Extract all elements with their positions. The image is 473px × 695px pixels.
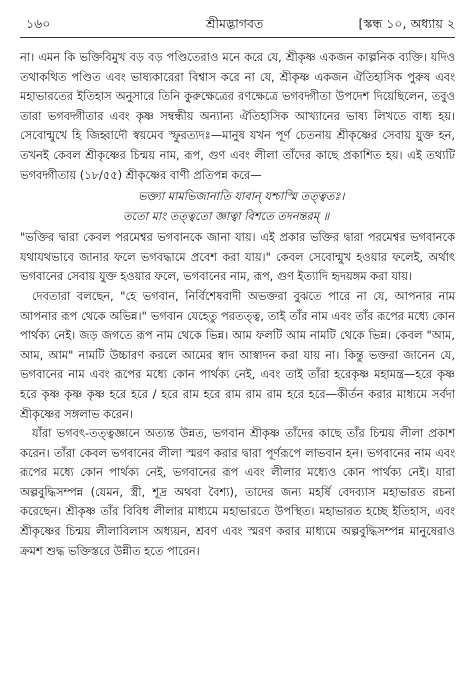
verse-line-1: ভক্ত্যা মামভিজানাতি যাবান্ যশ্চাস্মি তত্ত্বতঃ। <box>138 189 345 204</box>
book-page <box>20 14 455 558</box>
gita-verse <box>20 186 455 226</box>
paragraph-4: যাঁরা ভগবৎ-তত্ত্বজ্ঞানে অত্যন্ত উন্নত, ভগবান শ্রীকৃষ্ণ তাঁদের কাছে তাঁর চিন্ময় লীলা প্রকাশ করেন। তাঁরা কেবল ভগবানের লীলা স্মরণ করার দ্বারা পূর্ণরূপে লাভবান হন। ভগবানের নাম এবং রূপের মধ্যে কোন পার্থক্য নেই, ভগবানের রূপ এবং লীলার মধ্যেও কোন পার্থক্য নেই। যারা অল্পবুদ্ধিসম্পন্ন (যেমন, স্ত্রী, শূদ্র অথবা বৈশ্য), তাদের জন্য মহর্ষি বেদব্যাস মহাভারত রচনা করেছেন। শ্রীকৃষ্ণ তাঁর বিবিধ লীলার মাধ্যমে মহাভারতে উপস্থিত। মহাভারত হচ্ছে ইতিহাস, এবং শ্রীকৃষ্ণের চিন্ময় লীলাবিলাস অধ্যয়ন, শ্রবণ এবং স্মরণ করার মাধ্যমে অল্পবুদ্ধিসম্পন্ন মানুষেরাও ক্রমশ শুদ্ধ ভক্তিস্তরে উন্নীত হতে পারেন। <box>20 426 455 558</box>
paragraph-3: দেবতারা বলছেন, "হে ভগবান, নির্বিশেষবাদী অভক্তরা বুঝতে পারে না যে, আপনার নাম আপনার রূপ থেকে অভিন্ন।" ভগবান যেহেতু পরতত্ত্ব, তাই তাঁর নাম এবং তাঁর রূপের মধ্যে কোন পার্থক্য নেই। জড় জগতে রূপ নাম থেকে ভিন্ন। আম ফলটি আম নামটি থেকে ভিন্ন। কেবল "আম, আম, আম" নামটি উচ্চারণ করলে আমের স্বাদ আস্বাদন করা যায় না। কিন্তু ভক্তরা জানেন যে, ভগবানের নাম এবং রূপের মধ্যে কোন পার্থক্য নেই, এবং তাই তাঁরা হরেকৃষ্ণ মহামন্ত্র—হরে কৃষ্ণ হরে কৃষ্ণ কৃষ্ণ কৃষ্ণ হরে হরে / হরে রাম হরে রাম রাম রাম হরে হরে—কীর্তন করার মাধ্যমে সর্বদা শ্রীকৃষ্ণের সঙ্গলাভ করেন। <box>20 288 455 421</box>
header-rule <box>20 37 455 38</box>
page-number: ১৬০ <box>26 16 51 31</box>
book-title: শ্রীমদ্ভাগবত <box>206 16 264 31</box>
paragraph-2: "ভক্তির দ্বারা কেবল পরমেশ্বর ভগবানকে জানা যায়। এই প্রকার ভক্তির দ্বারা পরমেশ্বর ভগবানকে যথাযথভাবে জানার ফলে ভগবদ্ধামে প্রবেশ করা যায়।" কেবল সেবোন্মুখ হওয়ার ফলেই, অর্থাৎ ভগবানের সেবায় যুক্ত হওয়ার ফলে, ভগবানের নাম, রূপ, গুণ ইত্যাদি হৃদয়ঙ্গম করা যায়। <box>20 230 455 284</box>
verse-line-2: ততো মাং তত্ত্বতো জ্ঞাত্বা বিশতে তদনন্তরম্ ॥ <box>123 209 330 224</box>
page-header <box>20 14 455 36</box>
page-body <box>20 48 455 561</box>
paragraph-1: না। এমন কি ভক্তিবিমুখ বড় বড় পণ্ডিতেরাও মনে করে যে, শ্রীকৃষ্ণ একজন কাল্পনিক ব্যক্তি। যদিও তথাকথিত পণ্ডিত এবং ভাষ্যকারেরা বিশ্বাস করে না যে, শ্রীকৃষ্ণ একজন ঐতিহাসিক পুরুষ এবং মহাভারতের ইতিহাস অনুসারে তিনি কুরুক্ষেত্রের রণক্ষেত্রে ভগবদ্গীতা উপদেশ দিয়েছিলেন, তবুও তারা ভগবদ্গীতার এবং কৃষ্ণ সম্বন্ধীয় অন্যান্য ঐতিহাসিক আখ্যানের ভাষ্য লিখতে বাধ্য হয়। সেবোন্মুখে হি জিহ্বাদৌ স্বয়মেব স্ফুরত্যদঃ—মানুষ যখন পূর্ণ চেতনায় শ্রীকৃষ্ণের সেবায় যুক্ত হন, তখনই কেবল শ্রীকৃষ্ণের চিন্ময় নাম, রূপ, গুণ এবং লীলা তাঁদের কাছে প্রকাশিত হয়। এই তথ্যটি ভগবদ্গীতায় (১৮/৫৫) শ্রীকৃষ্ণের বাণী প্রতিপন্ন করে— <box>20 50 455 182</box>
section-reference: [স্কন্ধ ১০, অধ্যায় ২ <box>358 16 455 31</box>
